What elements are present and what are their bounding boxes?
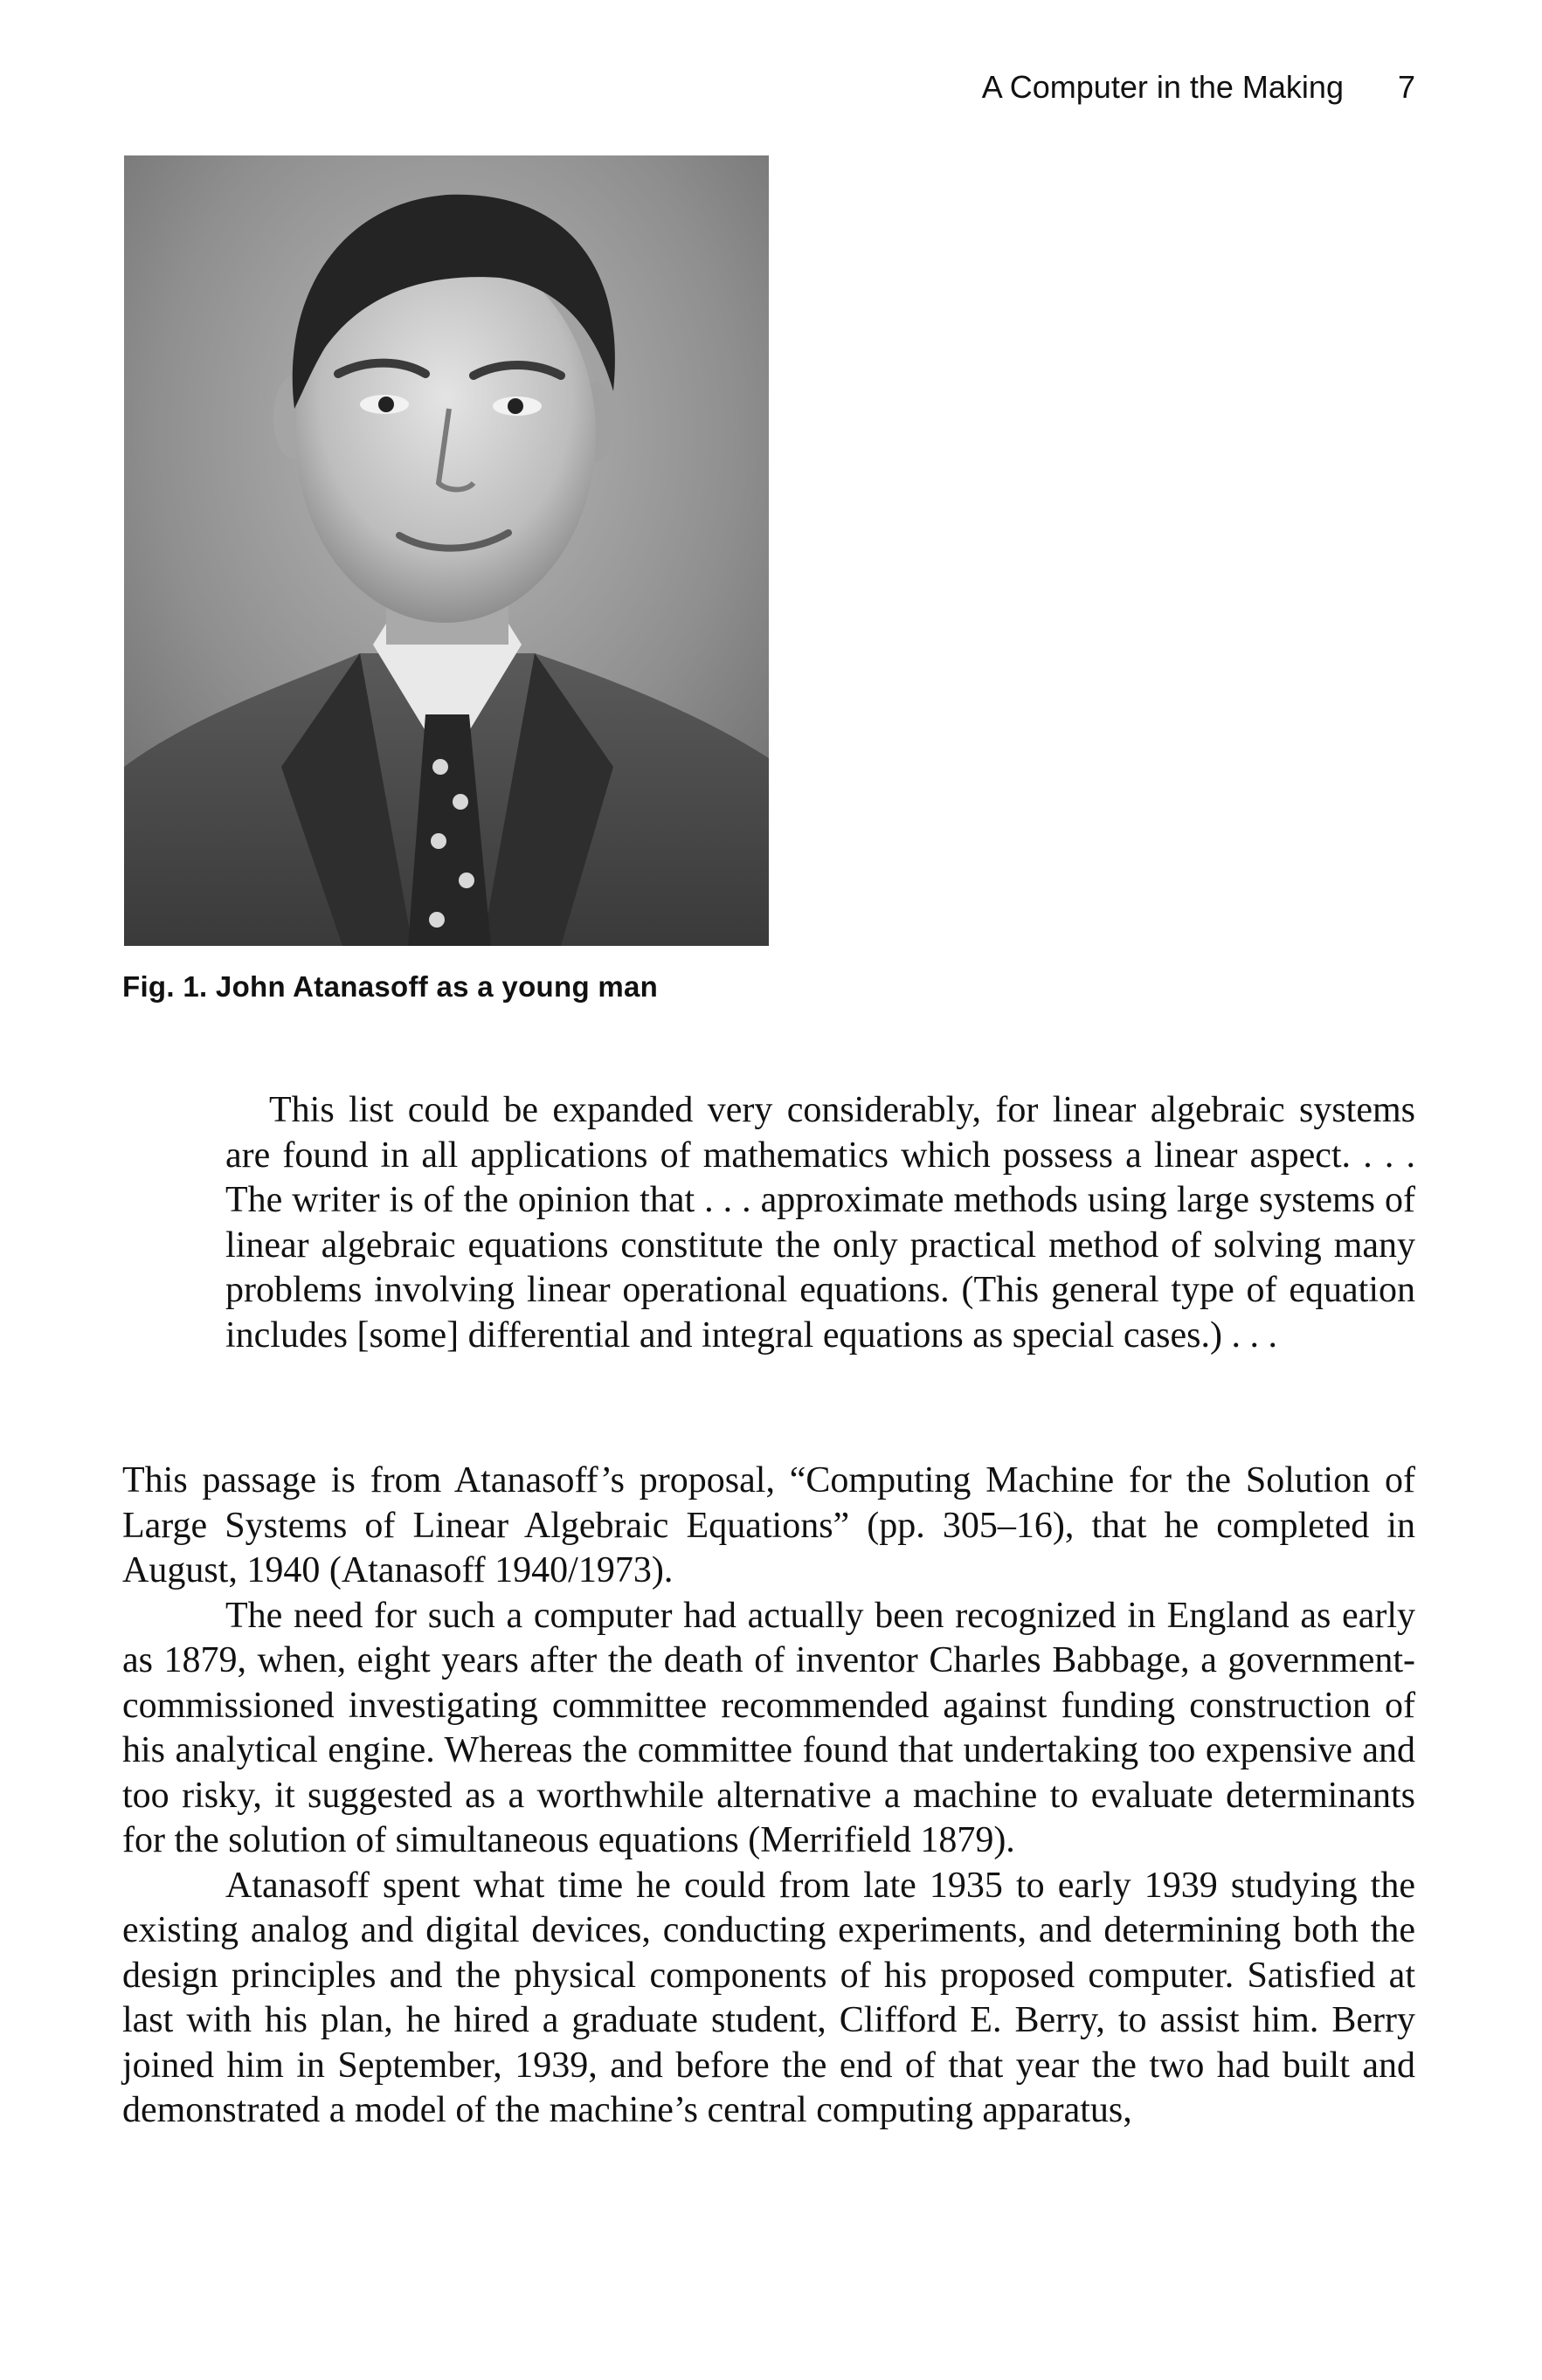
block-quotation: This list could be expanded very considerably, for linear algebraic systems are found in all applications of mathematics which possess a linear aspect. . . . The writer is of the opinion that . . . approximate methods using large systems of linear algebraic equations constitute the only practical method of solving many problems involving linear operational equations. (This general type of equation includes [some] differential and integral equations as special cases.) . . . — [225, 1090, 1415, 1356]
body-text — [122, 1459, 1415, 2134]
running-title: A Computer in the Making — [981, 69, 1344, 105]
paragraph: The need for such a computer had actually been recognized in England as early as 1879, when, eight years after the death of inventor Charles Babbage, a government-commissioned investigating committee recommended against funding construction of his analytical engine. Whereas the committee found that undertaking too expensive and too risky, it suggested as a worthwhile alternative a machine to evaluate determinants for the solution of simultaneous equations (Merrifield 1879). — [122, 1595, 1415, 1860]
portrait-photo — [124, 155, 769, 946]
paragraph: Atanasoff spent what time he could from late 1935 to early 1939 studying the existing analog and digital devices, conducting experiments, and determining both the design principles and the physical components of his proposed computer. Satisfied at last with his plan, he hired a graduate student, Clifford E. Berry, to assist him. Berry joined him in September, 1939, and before the end of that year the two had built and demonstrated a model of the machine’s central computing apparatus, — [122, 1865, 1415, 2130]
figure-caption: Fig. 1. John Atanasoff as a young man — [122, 970, 659, 1003]
running-header — [874, 68, 1415, 107]
page-number: 7 — [1397, 69, 1415, 105]
paragraph: This passage is from Atanasoff’s proposal, “Computing Machine for the Solution of Large Systems of Linear Algebraic Equations” (pp. 305–16), that he completed in August, 1940 (Atanasoff 1940/1973). — [122, 1460, 1415, 1590]
